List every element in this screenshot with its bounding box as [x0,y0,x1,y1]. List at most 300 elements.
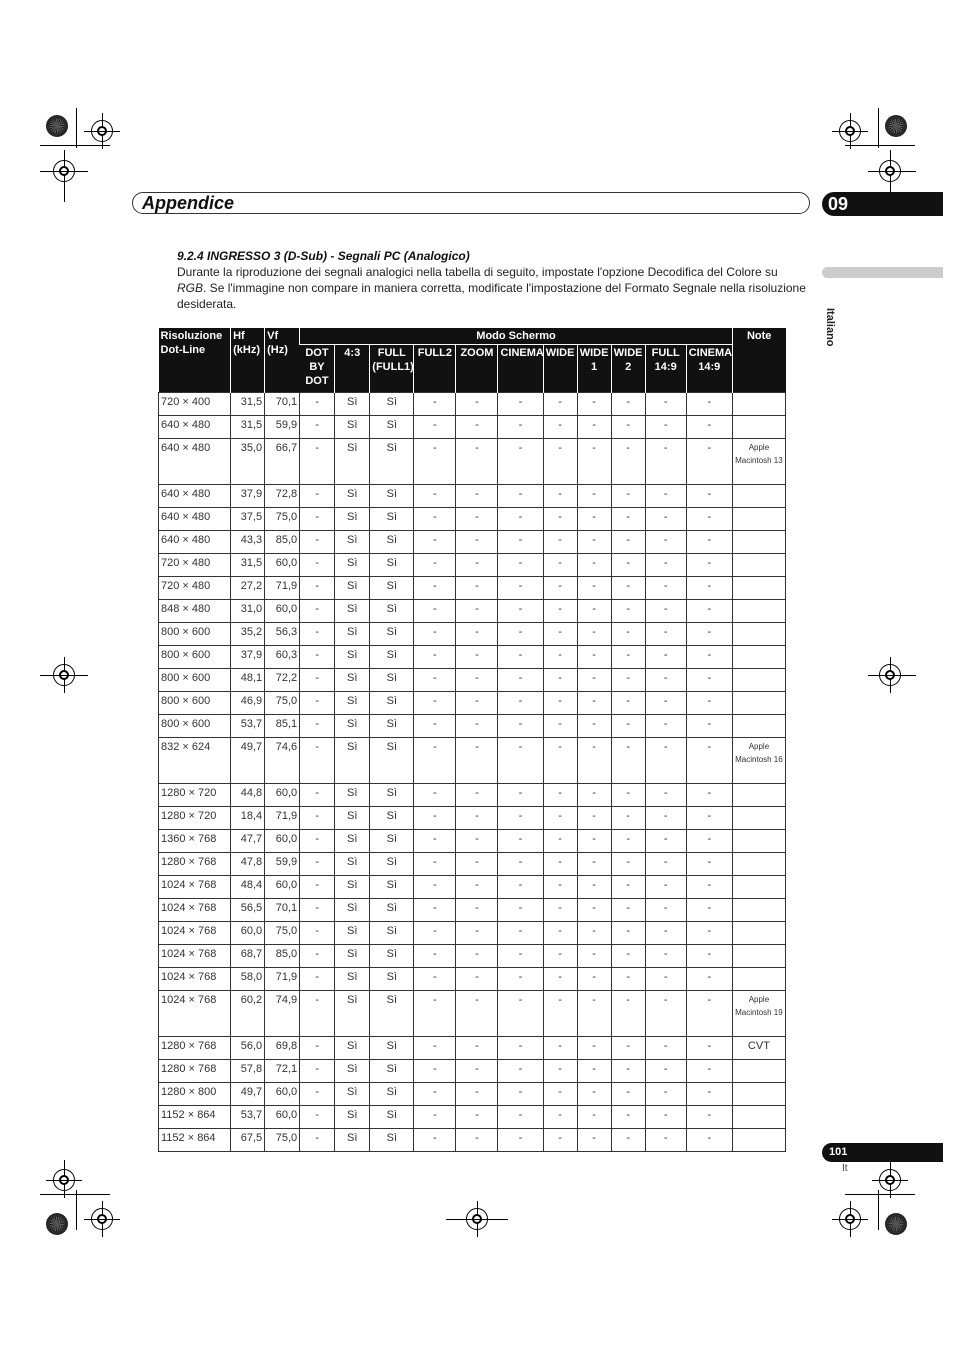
cell-mode: - [686,715,732,738]
cell-mode: - [456,968,498,991]
cell-mode: - [543,945,577,968]
cell-hf: 48,1 [231,669,265,692]
cell-mode: - [645,899,686,922]
registration-target-icon [53,160,75,182]
cell-mode: - [300,393,335,416]
cell-mode: - [498,485,543,508]
cell-mode: - [577,853,611,876]
cell-mode: - [645,646,686,669]
cell-resolution: 848 × 480 [159,600,231,623]
cell-mode: Sì [335,876,370,899]
cell-note [732,623,785,646]
registration-target-icon [53,1169,75,1191]
cell-mode: - [686,968,732,991]
cell-mode: - [414,508,456,531]
table-row [159,830,786,853]
cell-resolution: 640 × 480 [159,439,231,485]
table-row [159,485,786,508]
cell-mode: - [456,1037,498,1060]
cell-resolution: 720 × 480 [159,554,231,577]
cell-mode: - [645,531,686,554]
cell-mode: - [577,922,611,945]
table-row [159,853,786,876]
cell-hf: 37,9 [231,646,265,669]
cell-note [732,531,785,554]
cell-mode: - [498,531,543,554]
cell-mode: - [686,416,732,439]
table-row [159,692,786,715]
cell-mode: - [498,853,543,876]
cell-mode: - [577,439,611,485]
cell-mode: - [543,830,577,853]
cell-mode: - [611,876,645,899]
cell-hf: 58,0 [231,968,265,991]
registration-target-icon [91,120,113,142]
cell-hf: 57,8 [231,1060,265,1083]
cell-mode: - [611,531,645,554]
cell-mode: - [414,669,456,692]
cell-vf: 72,1 [265,1060,300,1083]
cell-mode: - [300,1083,335,1106]
cell-mode: - [300,416,335,439]
cell-note [732,554,785,577]
cell-mode: Sì [370,899,414,922]
cell-mode: - [414,439,456,485]
pc-signal-table [158,328,786,1152]
cell-mode: - [456,439,498,485]
cell-note [732,876,785,899]
table-row [159,807,786,830]
cell-mode: - [543,554,577,577]
cell-vf: 75,0 [265,1129,300,1152]
cell-hf: 67,5 [231,1129,265,1152]
language-tab [822,267,943,278]
cell-note [732,1060,785,1083]
col-header-mode: DOT BY DOT [300,345,335,393]
cell-mode: - [498,508,543,531]
cell-hf: 37,5 [231,508,265,531]
cell-mode: - [414,416,456,439]
cell-mode: Sì [335,646,370,669]
cell-mode: Sì [335,600,370,623]
cell-mode: - [645,439,686,485]
cell-mode: - [645,1037,686,1060]
cell-mode: Sì [335,784,370,807]
cell-vf: 69,8 [265,1037,300,1060]
cell-resolution: 720 × 480 [159,577,231,600]
cell-mode: - [300,577,335,600]
cell-resolution: 1280 × 768 [159,853,231,876]
cell-mode: - [498,830,543,853]
cell-mode: - [498,715,543,738]
cell-note [732,807,785,830]
cell-mode: - [414,646,456,669]
cell-mode: - [577,485,611,508]
cell-mode: Sì [370,669,414,692]
cell-mode: - [577,623,611,646]
cell-note [732,1083,785,1106]
cell-mode: - [543,784,577,807]
table-header-row [159,328,786,345]
cell-mode: - [686,600,732,623]
table-body [159,393,786,1152]
cell-mode: - [686,991,732,1037]
cell-mode: - [414,577,456,600]
cell-resolution: 1280 × 720 [159,784,231,807]
cell-mode: - [611,646,645,669]
table-row [159,899,786,922]
cell-mode: - [300,508,335,531]
registration-disc-icon [46,1213,68,1235]
cell-mode: - [543,1060,577,1083]
table-row [159,922,786,945]
cell-resolution: 800 × 600 [159,623,231,646]
cell-mode: - [686,393,732,416]
cell-mode: - [456,830,498,853]
cell-note [732,669,785,692]
cell-resolution: 1152 × 864 [159,1106,231,1129]
cell-mode: - [686,623,732,646]
cell-note [732,1106,785,1129]
table-row [159,991,786,1037]
cell-mode: - [645,1129,686,1152]
cell-resolution: 1024 × 768 [159,945,231,968]
cell-mode: - [498,922,543,945]
cell-mode: - [456,416,498,439]
cell-mode: - [543,416,577,439]
col-header-mode: 4:3 [335,345,370,393]
cell-mode: - [498,945,543,968]
cell-mode: - [456,945,498,968]
cell-mode: - [645,669,686,692]
cell-mode: - [577,531,611,554]
cell-mode: Sì [335,669,370,692]
cell-mode: Sì [335,1083,370,1106]
cell-note [732,692,785,715]
cell-mode: - [456,531,498,554]
cell-mode: - [645,623,686,646]
cell-note [732,508,785,531]
cell-hf: 44,8 [231,784,265,807]
cell-mode: Sì [335,899,370,922]
cell-mode: - [543,439,577,485]
cell-mode: - [577,1106,611,1129]
cell-mode: - [300,600,335,623]
cell-mode: - [611,830,645,853]
cell-mode: - [577,1060,611,1083]
cell-mode: Sì [370,1106,414,1129]
cell-mode: - [456,853,498,876]
cell-mode: - [611,991,645,1037]
cell-hf: 31,5 [231,393,265,416]
cell-vf: 59,9 [265,853,300,876]
cell-mode: Sì [370,393,414,416]
cell-hf: 68,7 [231,945,265,968]
cell-mode: - [611,738,645,784]
table-row [159,784,786,807]
cell-resolution: 640 × 480 [159,531,231,554]
cell-mode: - [498,784,543,807]
cell-vf: 56,3 [265,623,300,646]
cell-vf: 60,3 [265,646,300,669]
cell-resolution: 640 × 480 [159,416,231,439]
cell-mode: - [686,669,732,692]
cell-resolution: 1280 × 768 [159,1060,231,1083]
section-heading: 9.2.4 INGRESSO 3 (D-Sub) - Segnali PC (Analogico) [177,249,470,263]
registration-target-icon [839,120,861,142]
cell-mode: Sì [335,968,370,991]
cell-note [732,577,785,600]
cell-mode: - [577,554,611,577]
cell-mode: - [456,1129,498,1152]
cell-mode: - [456,1060,498,1083]
cell-vf: 70,1 [265,393,300,416]
cell-mode: - [611,439,645,485]
cell-mode: Sì [370,1060,414,1083]
cell-mode: - [543,600,577,623]
cell-mode: Sì [335,738,370,784]
cell-mode: - [686,692,732,715]
cell-hf: 37,9 [231,485,265,508]
cell-mode: - [543,1129,577,1152]
col-header-mode: CINEMA 14:9 [686,345,732,393]
cell-note [732,416,785,439]
cell-mode: - [456,646,498,669]
cell-mode: - [456,784,498,807]
cell-resolution: 800 × 600 [159,692,231,715]
col-header-mode: ZOOM [456,345,498,393]
cell-mode: - [686,830,732,853]
cell-mode: - [300,439,335,485]
cell-mode: - [577,508,611,531]
cell-mode: - [498,1129,543,1152]
cell-hf: 43,3 [231,531,265,554]
cell-mode: - [611,1083,645,1106]
cell-vf: 85,0 [265,531,300,554]
cell-mode: - [686,853,732,876]
cell-mode: Sì [370,807,414,830]
table-row [159,1060,786,1083]
cell-resolution: 1024 × 768 [159,968,231,991]
cell-mode: Sì [335,991,370,1037]
col-header-hf: Hf (kHz) [231,328,265,393]
cell-mode: - [300,922,335,945]
cell-mode: - [498,669,543,692]
cell-mode: Sì [335,439,370,485]
cell-mode: Sì [370,531,414,554]
cell-mode: Sì [370,646,414,669]
cell-vf: 70,1 [265,899,300,922]
cell-mode: - [300,646,335,669]
cell-mode: - [543,692,577,715]
cell-mode: - [645,692,686,715]
cell-mode: - [611,577,645,600]
cell-note: Apple Macintosh 19 [732,991,785,1037]
cell-mode: - [414,623,456,646]
cell-mode: Sì [335,623,370,646]
cell-hf: 53,7 [231,715,265,738]
cell-mode: Sì [370,1083,414,1106]
cell-mode: Sì [370,439,414,485]
cell-mode: - [577,715,611,738]
cell-mode: - [686,531,732,554]
cell-mode: - [300,554,335,577]
cell-mode: - [498,1060,543,1083]
cell-mode: - [645,853,686,876]
cell-mode: - [456,899,498,922]
cell-mode: - [498,393,543,416]
cell-mode: - [414,393,456,416]
cell-mode: Sì [335,807,370,830]
cell-mode: Sì [335,830,370,853]
cell-mode: - [611,715,645,738]
cell-mode: - [456,393,498,416]
cell-mode: Sì [370,623,414,646]
table-row [159,623,786,646]
cell-mode: - [645,784,686,807]
cell-vf: 85,0 [265,945,300,968]
cell-mode: - [414,807,456,830]
cell-hf: 60,2 [231,991,265,1037]
cell-mode: - [686,922,732,945]
cell-mode: - [456,623,498,646]
cell-mode: - [645,485,686,508]
cell-mode: - [414,1129,456,1152]
table-row [159,715,786,738]
cell-mode: - [414,692,456,715]
cell-hf: 49,7 [231,1083,265,1106]
cell-mode: Sì [370,968,414,991]
cell-hf: 53,7 [231,1106,265,1129]
cell-mode: - [577,899,611,922]
cell-mode: - [686,1129,732,1152]
cell-mode: - [686,945,732,968]
cell-mode: - [300,853,335,876]
cell-mode: - [456,807,498,830]
table-row [159,738,786,784]
cell-mode: - [300,807,335,830]
table-row [159,1129,786,1152]
cell-mode: - [414,1037,456,1060]
cell-mode: - [611,784,645,807]
cell-mode: - [645,876,686,899]
cell-vf: 71,9 [265,968,300,991]
cell-mode: - [577,692,611,715]
cell-mode: - [577,393,611,416]
cell-mode: - [645,991,686,1037]
cell-mode: - [498,968,543,991]
cell-mode: - [577,784,611,807]
cell-mode: - [414,991,456,1037]
cell-resolution: 800 × 600 [159,646,231,669]
cell-mode: - [300,623,335,646]
cell-mode: Sì [370,600,414,623]
cell-mode: - [300,1129,335,1152]
cell-mode: Sì [335,1037,370,1060]
cell-mode: - [414,876,456,899]
cell-mode: - [645,738,686,784]
cell-mode: - [577,416,611,439]
cell-hf: 56,0 [231,1037,265,1060]
cell-mode: - [300,1060,335,1083]
cell-mode: - [543,485,577,508]
cell-mode: - [645,393,686,416]
cell-mode: - [611,669,645,692]
cell-mode: - [611,945,645,968]
cell-mode: Sì [370,577,414,600]
cell-note [732,600,785,623]
cell-mode: - [611,692,645,715]
cell-vf: 66,7 [265,439,300,485]
table-row [159,416,786,439]
cell-mode: - [414,830,456,853]
cell-mode: - [543,669,577,692]
cell-mode: - [414,1060,456,1083]
cell-mode: - [300,1037,335,1060]
cell-mode: Sì [370,554,414,577]
cell-mode: - [611,485,645,508]
table-row [159,1083,786,1106]
cell-mode: - [645,807,686,830]
cell-mode: - [577,945,611,968]
cell-mode: Sì [370,1037,414,1060]
table-row [159,945,786,968]
cell-note [732,393,785,416]
language-label: Italiano [824,308,836,347]
cell-mode: - [414,715,456,738]
cell-mode: - [456,508,498,531]
cell-mode: - [686,1106,732,1129]
col-header-mode: FULL 14:9 [645,345,686,393]
cell-mode: - [300,945,335,968]
cell-mode: Sì [370,508,414,531]
cell-mode: - [498,899,543,922]
cell-mode: - [686,485,732,508]
cell-mode: - [686,784,732,807]
cell-mode: Sì [335,1060,370,1083]
registration-disc-icon [885,115,907,137]
cell-mode: Sì [335,554,370,577]
cell-mode: Sì [370,922,414,945]
cell-vf: 60,0 [265,784,300,807]
cell-mode: - [543,577,577,600]
col-header-mode: FULL (FULL1) [370,345,414,393]
cell-mode: - [543,738,577,784]
cell-mode: - [498,577,543,600]
col-header-resolution: Risoluzione Dot-Line [159,328,231,393]
cell-mode: - [414,784,456,807]
cell-mode: - [611,623,645,646]
cell-mode: - [686,439,732,485]
cell-mode: - [498,416,543,439]
cell-mode: - [498,807,543,830]
cell-mode: - [543,853,577,876]
cell-vf: 59,9 [265,416,300,439]
cell-vf: 60,0 [265,554,300,577]
cell-mode: - [300,784,335,807]
cell-mode: - [543,1083,577,1106]
cell-mode: Sì [335,1106,370,1129]
page-title: Appendice [142,193,235,213]
cell-mode: - [414,600,456,623]
cell-note [732,1129,785,1152]
cell-vf: 71,9 [265,807,300,830]
cell-note: CVT [732,1037,785,1060]
cell-mode: - [456,485,498,508]
cell-mode: Sì [370,715,414,738]
table-row [159,669,786,692]
cell-mode: - [611,922,645,945]
